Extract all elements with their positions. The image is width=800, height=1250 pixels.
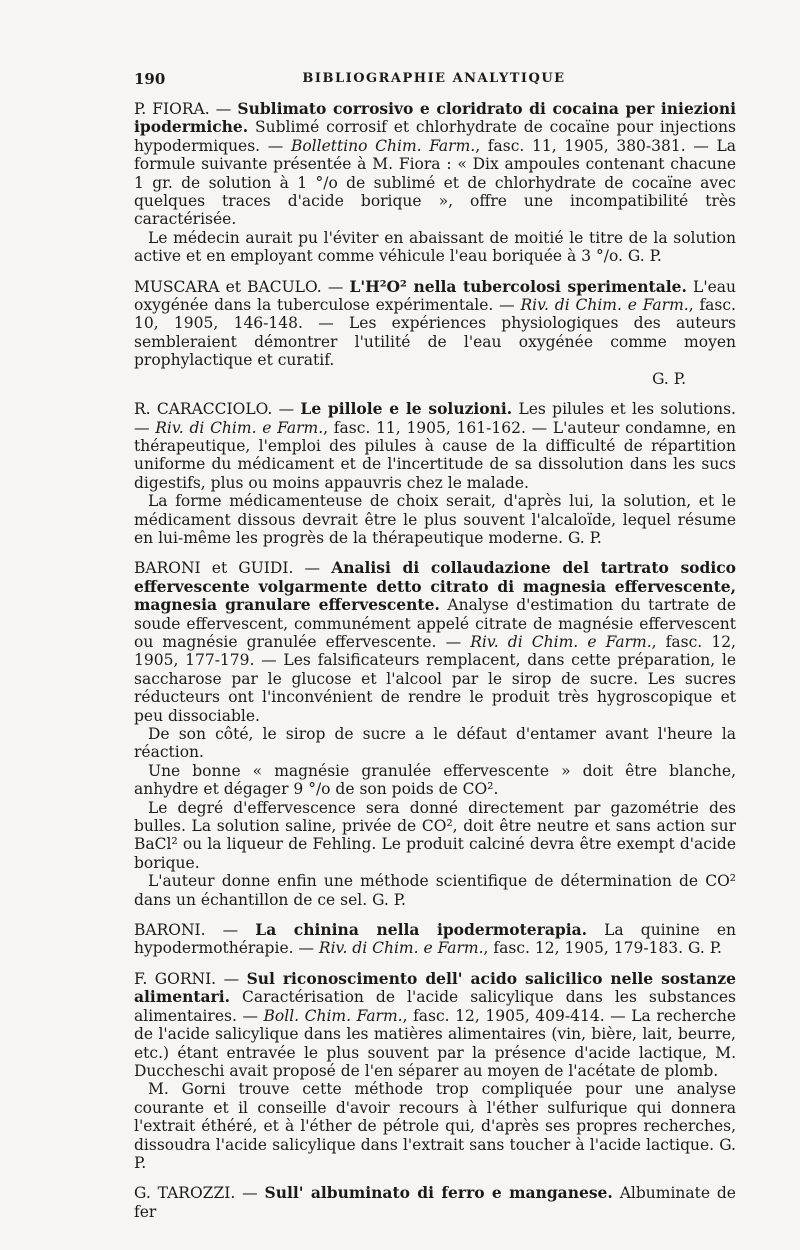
entry-text: La forme médicamenteuse de choix serait, d'après lui, la solution, et le médicament dissous devrait être le plus souvent l'alcaloïde, lequel résume en lui-même les progrès de la thérapeutique moderne. xyxy=(134,492,736,547)
bibliography-entry xyxy=(134,100,736,266)
entry-title: Analisi di collaudazione del tartrato sodico effervescente volgarmente detto citrato di magnesia effervescente, magnesia granulare effervescente. xyxy=(134,558,737,615)
entry-author: G. TAROZZI. — xyxy=(134,1184,258,1203)
entry-paragraph xyxy=(134,1184,736,1221)
page-header xyxy=(134,70,734,90)
entry-text: , fasc. 12, 1905, 409-414. — La recherche de l'acide salicylique dans les matières alimentaires (vin, bière, lait, beurre, etc.) étant entravée le plus souvent par la présence d'acide lactique, M. Duccheschi avait proposé de l'en séparer au moyen de l'acétate de plomb. xyxy=(134,1006,736,1080)
entry-paragraph xyxy=(134,100,736,229)
entry-text: L'eau oxygénée dans la tuberculose expérimentale. — xyxy=(134,277,736,315)
entry-paragraph: Une bonne « magnésie granulée effervescente » doit être blanche, anhydre et dégager 9 °/o de son poids de CO². xyxy=(134,761,736,799)
entry-text: Albuminate de fer xyxy=(134,1184,736,1221)
bibliography-entry xyxy=(134,970,736,1172)
entry-paragraph xyxy=(134,970,736,1080)
entry-signature: G. P. xyxy=(372,890,406,909)
entry-signature: G. P. xyxy=(567,528,602,547)
entry-paragraph xyxy=(134,229,736,266)
entry-title: Sull' albuminato di ferro e manganese. xyxy=(264,1183,613,1203)
entry-journal: Riv. di Chim. e Farm. xyxy=(470,632,652,651)
entry-text: Le médecin aurait pu l'éviter en abaissant de moitié le titre de la solution active et en employant comme véhicule l'eau boriquée à 3 °/o. xyxy=(134,228,736,266)
bibliography-entry xyxy=(134,559,736,909)
entry-text: L'auteur donne enfin une méthode scientifique de détermination de CO² dans un échantillon de ce sel. xyxy=(134,872,736,909)
bibliography-entry xyxy=(134,278,736,388)
entry-text: , fasc. 11, 1905, 380-381. — La formule suivante présentée à M. Fiora : « Dix ampoules contenant chacune 1 gr. de solution à 1 °/o de sublimé et de chlorhydrate de cocaïne avec quelques traces d'acide borique », offre une incompatibilité très caractérisée. xyxy=(134,136,737,229)
entry-title: Le pillole e le soluzioni. xyxy=(300,399,513,419)
entry-paragraph xyxy=(134,1080,736,1172)
entry-title: La chinina nella ipodermoterapia. xyxy=(255,920,588,940)
entry-signature: G. P. xyxy=(134,1135,736,1172)
entry-author: P. FIORA. — xyxy=(134,100,232,118)
entry-title: Sul riconoscimento dell' acido salicilico nelle sostanze alimentari. xyxy=(134,968,736,1007)
entry-paragraph: Le degré d'effervescence sera donné directement par gazométrie des bulles. La solution saline, privée de CO², doit être neutre et sans action sur BaCl² ou la liqueur de Fehling. Le produit calciné devra être exempt d'acide borique. xyxy=(134,798,736,872)
entry-author: BARONI. — xyxy=(134,921,239,940)
entry-author: BARONI et GUIDI. — xyxy=(134,559,321,578)
entry-text: Sublimé corrosif et chlorhydrate de cocaïne pour injections hypodermiques. — xyxy=(134,118,736,155)
entry-paragraph xyxy=(134,492,736,547)
running-head: BIBLIOGRAPHIE ANALYTIQUE xyxy=(302,71,566,86)
entry-journal: Riv. di Chim. e Farm. xyxy=(318,939,484,958)
entry-paragraph xyxy=(134,921,736,958)
entry-paragraph xyxy=(134,559,736,725)
entry-author: MUSCARA et BACULO. — xyxy=(134,277,344,296)
entry-paragraph xyxy=(134,872,736,909)
entry-title: L'H²O² nella tubercolosi sperimentale. xyxy=(349,276,687,296)
entry-paragraph xyxy=(134,278,736,370)
entry-text: , fasc. 12, 1905, 179-183. xyxy=(483,939,684,958)
bibliography-entry xyxy=(134,921,736,958)
entry-text: , fasc. 11, 1905, 161-162. — L'auteur condamne, en thérapeutique, l'emploi des pilules à cause de la difficulté de répartition uniforme du médicament et de l'incertitude de sa dissolution dans les sucs digestifs, plus ou moins appauvris chez le malade. xyxy=(134,418,737,492)
entry-text: Analyse d'estimation du tartrate de soude effervescent, communément appelé citrate de magnésie effervescent ou magnésie granulée effervescente. — xyxy=(134,596,736,651)
entry-journal: Riv. di Chim. e Farm. xyxy=(155,418,324,437)
entry-paragraph: De son côté, le sirop de sucre a le défaut d'entamer avant l'heure la réaction. xyxy=(134,725,736,762)
page-number: 190 xyxy=(134,70,166,88)
entry-journal: Riv. di Chim. e Farm. xyxy=(520,296,689,315)
bibliography-entry xyxy=(134,1184,736,1221)
entry-title: Sublimato corrosivo e cloridrato di cocaina per iniezioni ipodermiche. xyxy=(134,99,736,137)
entry-text: M. Gorni trouve cette méthode trop compliquée pour une analyse courante et il conseille d'avoir recours à l'éther sulfurique qui donnera l'extrait éthéré, et à l'éther de pétrole qui, d'après ses propres recherches, dissoudra l'acide salicylique dans l'extrait sans toucher à l'acide lactique. xyxy=(134,1080,736,1154)
entry-text: , fasc. 12, 1905, 177-179. — Les falsificateurs remplacent, dans cette préparation, le saccharose par le glucose et l'alcool par le sirop de sucre. Les sucres réducteurs ont l'inconvénient de rendre le produit très hygroscopique et peu dissociable. xyxy=(134,632,736,725)
entry-text: , fasc. 10, 1905, 146-148. — Les expériences physiologiques des auteurs sembleraient démontrer l'utilité de l'eau oxygénée comme moyen prophylactique et curatif. xyxy=(134,296,736,370)
entry-signature: G. P. xyxy=(652,369,686,388)
entry-journal: Bollettino Chim. Farm. xyxy=(290,136,476,155)
entry-text: Les pilules et les solutions. — xyxy=(134,400,736,437)
entry-author: F. GORNI. — xyxy=(134,969,240,988)
entry-signature: G. P. xyxy=(627,247,662,266)
entry-signature: G. P. xyxy=(688,939,722,958)
entry-paragraph xyxy=(134,400,736,492)
bibliography-entry xyxy=(134,400,736,547)
entry-text: La quinine en hypodermothérapie. — xyxy=(134,921,736,958)
page-content xyxy=(134,100,736,1233)
entry-text: Caractérisation de l'acide salicylique dans les substances alimentaires. — xyxy=(134,988,736,1025)
entry-author: R. CARACCIOLO. — xyxy=(134,400,295,419)
entry-journal: Boll. Chim. Farm. xyxy=(263,1006,403,1025)
